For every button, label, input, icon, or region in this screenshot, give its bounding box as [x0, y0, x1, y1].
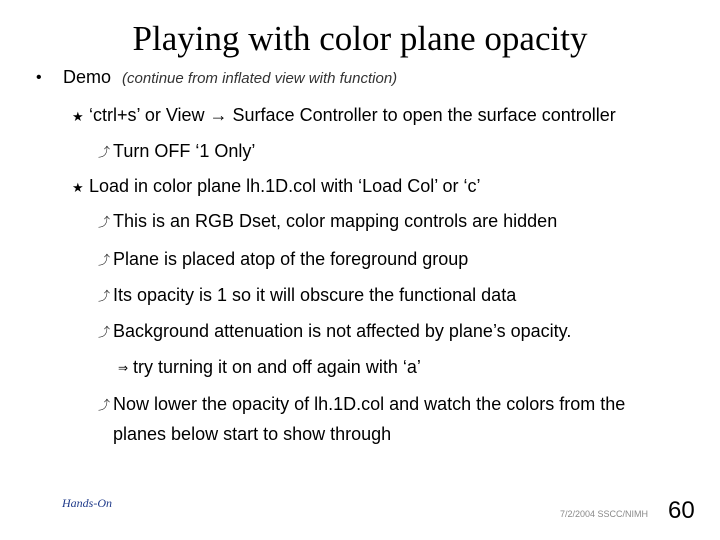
rgb-dset-line: This is an RGB Dset, color mapping controls are hidden — [113, 211, 558, 231]
lower-opacity-line: Now lower the opacity of lh.1D.col and watch the colors from the — [113, 394, 626, 414]
opacity-line: Its opacity is 1 so it will obscure the functional data — [113, 285, 517, 305]
curved-arrow-icon: ⤴ — [98, 253, 111, 267]
load-line: Load in color plane lh.1D.col with ‘Load Col’ or ‘c’ — [89, 176, 481, 196]
ctrl-s-line: ‘ctrl+s’ or View → Surface Controller to open the surface controller — [89, 105, 616, 125]
page-number: 60 — [668, 497, 695, 524]
slide-title: Playing with color plane opacity — [132, 19, 588, 58]
demo-note: (continue from inflated view with function) — [122, 70, 398, 87]
curved-arrow-icon: ⤴ — [98, 398, 111, 412]
footer-date: 7/2/2004 SSCC/NIMH — [560, 509, 649, 519]
star-bullet-icon: ★ — [72, 180, 84, 195]
plane-atop-line: Plane is placed atop of the foreground group — [113, 249, 469, 269]
curved-arrow-icon: ⤴ — [98, 145, 111, 159]
bullet-dot-icon: • — [36, 69, 42, 86]
try-toggle-line: try turning it on and off again with ‘a’ — [133, 357, 421, 377]
background-line: Background attenuation is not affected by plane’s opacity. — [113, 321, 572, 341]
footer-hands-on: Hands-On — [62, 496, 112, 510]
curved-arrow-icon: ⤴ — [98, 289, 111, 303]
curved-arrow-icon: ⤴ — [98, 215, 111, 229]
demo-label: Demo — [63, 67, 112, 87]
hollow-arrow-icon: ⇒ — [118, 361, 129, 375]
lower-opacity-line-cont: planes below start to show through — [113, 424, 392, 444]
demo-line — [63, 66, 397, 90]
star-bullet-icon: ★ — [72, 109, 84, 124]
curved-arrow-icon: ⤴ — [98, 325, 111, 339]
turn-off-line: Turn OFF ‘1 Only’ — [113, 141, 256, 161]
